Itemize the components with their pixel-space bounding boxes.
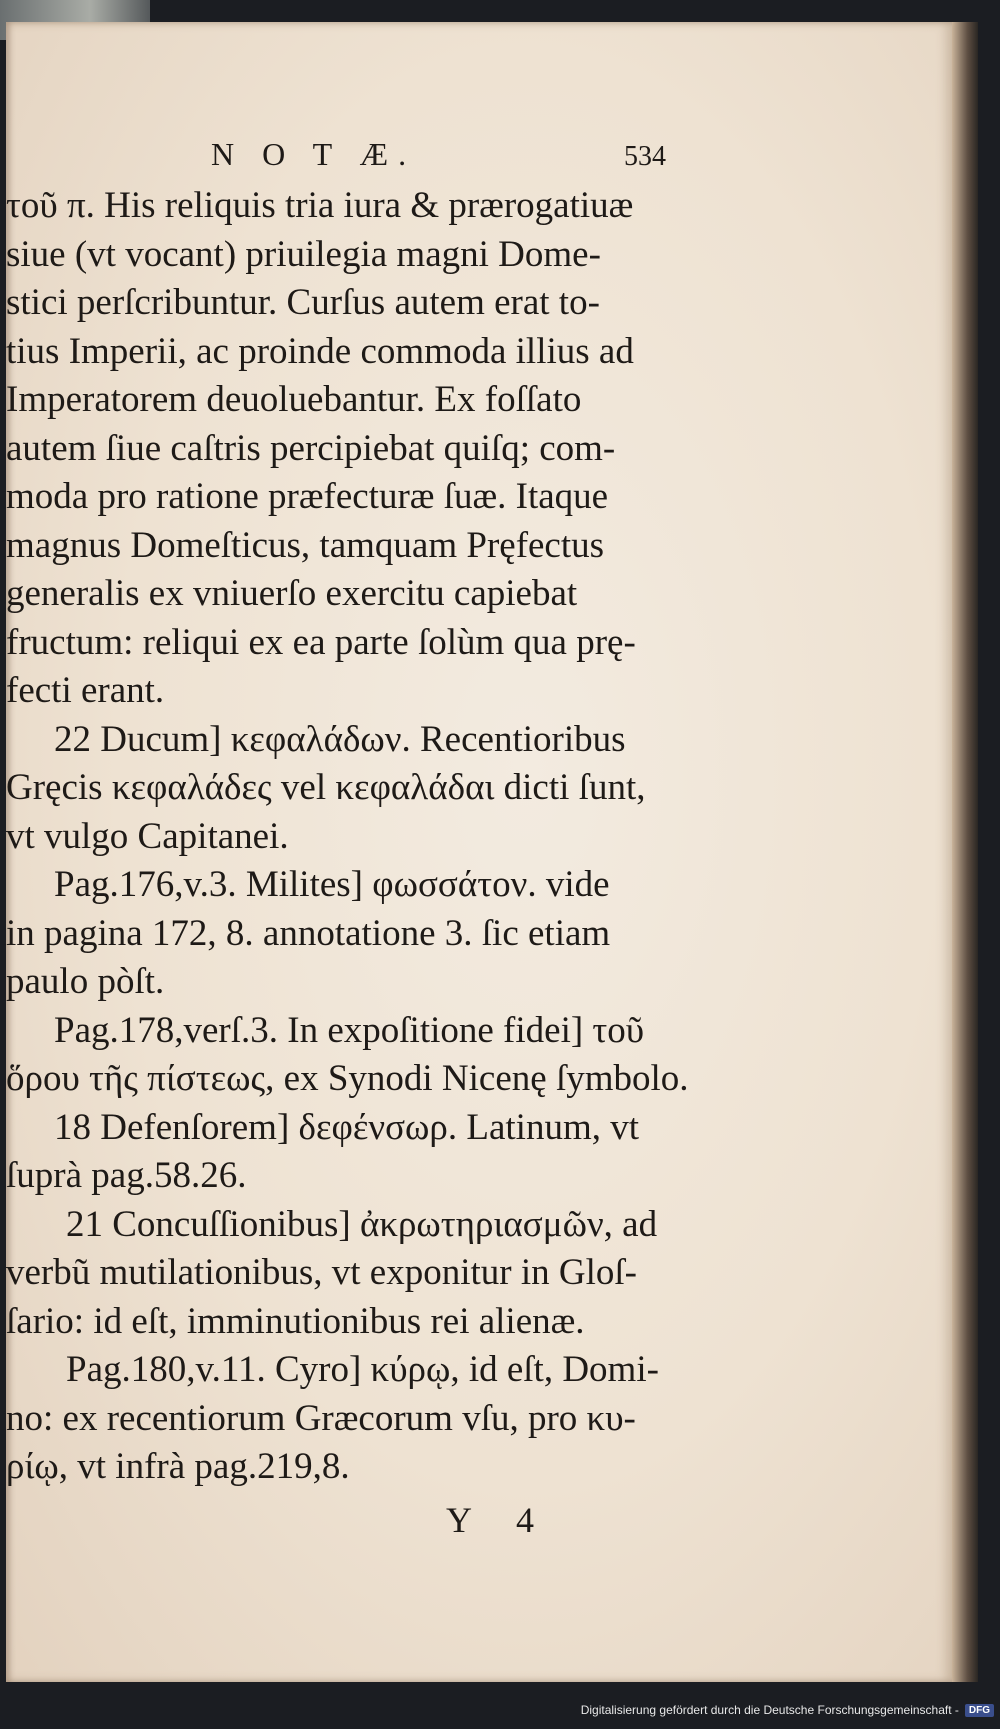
text-line: fecti erant. xyxy=(6,670,165,711)
header-title: N O T Æ. xyxy=(211,136,417,172)
text-line: stici perſcribuntur. Curſus autem erat to- xyxy=(6,282,600,323)
text-line: fructum: reliqui ex ea parte ſolùm qua prę- xyxy=(6,621,636,663)
dfg-logo: DFG xyxy=(965,1704,994,1717)
text-line: paulo pòſt. xyxy=(6,961,165,1002)
text-line: generalis ex vniuerſo exercitu capiebat xyxy=(6,573,578,614)
text-line: magnus Domeſticus, tamquam Pręfectus xyxy=(6,524,605,566)
text-line: moda pro ratione præfecturæ ſuæ. Itaque xyxy=(6,476,609,517)
text-line: ſuprà pag.58.26. xyxy=(6,1155,247,1196)
text-line: no: ex recentiorum Græcorum vſu, pro κυ- xyxy=(6,1397,636,1439)
text-line: 18 Defenſorem] δεφένσωρ. Latinum, vt xyxy=(54,1106,640,1148)
book-page xyxy=(6,22,952,1682)
page-edge xyxy=(952,22,978,1682)
text-line: Gręcis κεφαλάδες vel κεφαλάδαι dicti ſunt, xyxy=(6,767,646,808)
text-line: siue (vt vocant) priuilegia magni Dome- xyxy=(6,233,601,275)
signature-letter: Y xyxy=(446,1499,472,1540)
text-block xyxy=(6,130,689,1544)
text-line: ſario: id eſt, imminutionibus rei alienæ. xyxy=(6,1300,585,1342)
signature-mark xyxy=(6,1496,666,1545)
text-line: ὅρου τῆς πίστεως, ex Synodi Nicenę ſymbolo. xyxy=(6,1058,689,1099)
text-line: ρίῳ, vt infrà pag.219,8. xyxy=(6,1446,350,1487)
text-line: Pag.178,verſ.3. In expoſitione fidei] τοῦ xyxy=(54,1009,645,1051)
text-line: Pag.176,v.3. Milites] φωσσάτον. vide xyxy=(54,864,610,905)
running-header xyxy=(6,130,666,182)
page-number: 534 xyxy=(624,141,666,172)
text-line: tius Imperii, ac proinde commoda illius ad xyxy=(6,330,634,372)
text-line: vt vulgo Capitanei. xyxy=(6,815,289,857)
text-line: Imperatorem deuoluebantur. Ex foſſato xyxy=(6,379,582,420)
text-line: 21 Concuſſionibus] ἀκρωτηριασμῶν, ad xyxy=(66,1203,658,1245)
signature-number: 4 xyxy=(516,1499,534,1540)
text-line: verbũ mutilationibus, vt exponitur in Gloſ- xyxy=(6,1252,637,1293)
credit-text: Digitalisierung gefördert durch die Deutsche Forschungsgemeinschaft - xyxy=(580,1703,959,1717)
text-line: τοῦ π. His reliquis tria iura & prærogatiuæ xyxy=(6,185,634,226)
text-line: in pagina 172, 8. annotatione 3. ſic etiam xyxy=(6,912,611,954)
text-line: 22 Ducum] κεφαλάδων. Recentioribus xyxy=(54,718,626,760)
text-line: autem ſiue caſtris percipiebat quiſq; com- xyxy=(6,427,616,469)
text-line: Pag.180,v.11. Cyro] κύρῳ, id eſt, Domi- xyxy=(66,1349,659,1390)
digitization-credit xyxy=(581,1703,994,1717)
